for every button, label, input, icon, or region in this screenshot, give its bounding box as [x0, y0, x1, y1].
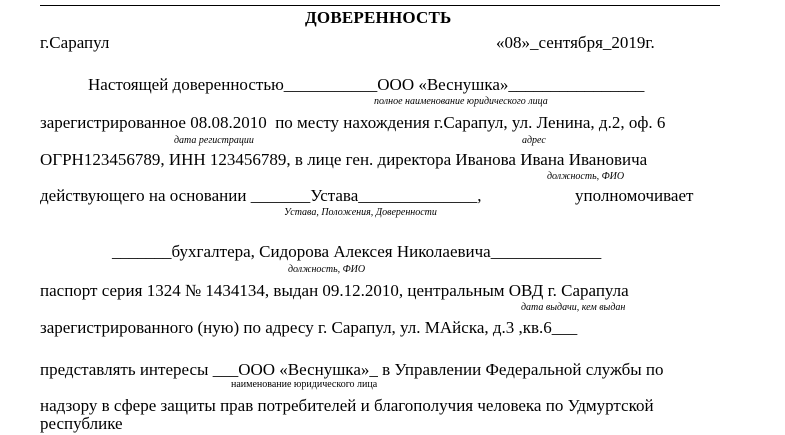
city: г.Сарапул	[40, 33, 110, 52]
line-rep-address: зарегистрированного (ную) по адресу г. Сарапул, ул. МАйска, д.3 ,кв.6___	[40, 318, 578, 337]
document-title: ДОВЕРЕННОСТЬ	[305, 8, 452, 27]
line-republic: республике	[40, 414, 123, 433]
line-supervision: надзору в сфере защиты прав потребителей и благополучия человека по Удмуртской	[40, 396, 654, 415]
word-authorizes: уполномочивает	[575, 186, 694, 205]
line-principal: Настоящей доверенностью___________ООО «Веснушка»________________	[88, 75, 645, 94]
caption-basis-types: Устава, Положения, Доверенности	[284, 207, 437, 218]
caption-issue-info: дата выдачи, кем выдан	[521, 302, 626, 313]
caption-rep-position-name: должность, ФИО	[288, 264, 366, 275]
caption-registration-date: дата регистрации	[174, 135, 254, 146]
top-rule	[40, 5, 720, 6]
caption-address: адрес	[522, 135, 546, 146]
caption-entity-name: наименование юридического лица	[231, 379, 378, 390]
line-passport: паспорт серия 1324 № 1434134, выдан 09.12.2010, центральным ОВД г. Сарапула	[40, 281, 629, 300]
line-registration: зарегистрированное 08.08.2010 по месту нахождения г.Сарапул, ул. Ленина, д.2, оф. 6	[40, 113, 666, 132]
line-ogrn-inn: ОГРН123456789, ИНН 123456789, в лице ген. директора Иванова Ивана Ивановича	[40, 150, 648, 169]
line-basis: действующего на основании _______Устава______________,	[40, 186, 482, 205]
line-representative: _______бухгалтера, Сидорова Алексея Николаевича_____________	[112, 242, 602, 261]
document-date: «08»_сентября_2019г.	[496, 33, 655, 52]
caption-legal-name: полное наименование юридического лица	[374, 96, 548, 107]
caption-position-name: должность, ФИО	[547, 171, 625, 182]
line-represent-interests: представлять интересы ___ООО «Веснушка»_ в Управлении Федеральной службы по	[40, 360, 664, 379]
